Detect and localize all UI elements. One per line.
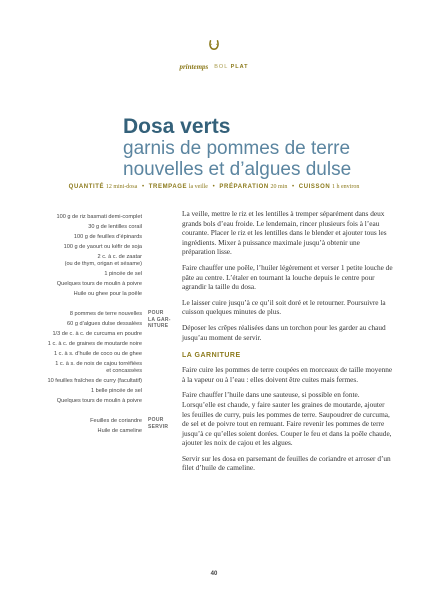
method-column [182, 209, 394, 479]
ingredient-item-line: et concassées [106, 367, 142, 374]
ingredient-item: 1 c. à s. d’huile de coco ou de ghee [53, 351, 142, 357]
group-label-line: SERVIR [148, 423, 169, 430]
horseshoe-logo-icon [207, 38, 221, 52]
ingredient-list [30, 309, 142, 406]
ingredients-column [30, 212, 172, 446]
group-label-line: POUR [148, 310, 164, 316]
ingredient-item: 1 pincée de sel [104, 271, 142, 277]
ingredient-item: 8 pommes de terre nouvelles [69, 311, 142, 317]
season-label: printemps [179, 63, 209, 71]
meta-separator: • [212, 184, 215, 190]
method-paragraph: Faire chauffer l’huile dans une sauteuse, si possible en fonte. Lorsqu’elle est chaude, y faire sauter les graines de moutarde, ajouter les feuilles de curry, puis les pommes de terre. Saupoudrer de curcuma, de sel et de poivre tout en remuant. Faire revenir les pommes de terre jusqu’à ce qu’elles soient dorées. Couper le feu et dans la poêle chaude, ajouter les noix de cajou et les algues. [182, 390, 392, 448]
group-label-line: POUR [148, 417, 164, 423]
recipe-subtitle-line-2: nouvelles et d’algues dulse [123, 159, 352, 180]
meta-value: 1 h environ [332, 184, 360, 190]
method-paragraph: Faire cuire les pommes de terre coupées en morceaux de taille moyenne à la vapeur ou à l’eau : elles doivent être cuites mais fermes. [182, 365, 393, 384]
meta-value: 12 mini-dosa [105, 184, 138, 190]
meta-label: TREMPAGE [148, 184, 188, 190]
ingredient-item: 1 belle pincée de sel [90, 388, 142, 394]
meta-separator: • [141, 184, 145, 190]
ingredient-list [30, 212, 142, 299]
recipe-title: Dosa verts [123, 115, 231, 138]
ingredient-item: 60 g d’algues dulse dessalées [67, 321, 142, 327]
ingredient-item: Feuilles de coriandre [90, 418, 142, 424]
section-heading-garniture: LA GARNITURE [182, 352, 241, 360]
ingredient-item-line: 2 c. à c. de zaatar [97, 253, 142, 260]
recipe-subtitle-line-1: garnis de pommes de terre [123, 138, 351, 159]
meta-separator: • [292, 184, 295, 190]
ingredient-item [30, 252, 142, 269]
method-paragraph: Le laisser cuire jusqu’à ce qu’il soit doré et le retourner. Poursuivre la cuisson quelques minutes de plus. [182, 297, 386, 317]
group-label-line: NITURE [148, 323, 169, 329]
ingredient-list [30, 416, 142, 436]
group-label-garniture [148, 310, 172, 330]
method-paragraph: La veille, mettre le riz et les lentilles à tremper séparément dans deux grands bols d’eau froide. Le lendemain, rincer plusieurs fois à l’eau courante. Placer le riz et les lentilles dans le blender et ajouter tous les ingrédients. Mixer à puissance maximale jusqu’à obtenir une préparation lisse. [182, 209, 387, 257]
ingredient-item: 1/3 de c. à c. de curcuma en poudre [52, 331, 142, 337]
recipe-title-block [123, 116, 423, 180]
group-label-servir [148, 417, 172, 430]
ingredient-item: Huile ou ghee pour la poêle [73, 291, 142, 297]
method-paragraph: Déposer les crêpes réalisées dans un torchon pour les garder au chaud jusqu’au moment de servir. [182, 322, 386, 342]
ingredient-item-line: 1 c. à s. de noix de cajou torréfiées [55, 360, 142, 367]
ingredient-group-servir [30, 416, 172, 436]
ingredient-group-garniture [30, 309, 172, 406]
ingredient-item: 10 feuilles fraîches de curry (facultatif) [47, 378, 142, 384]
section-prefix: BOL [214, 64, 229, 70]
ingredient-item-note: (ou de thym, origan et sésame) [64, 260, 142, 267]
method-paragraph: Servir sur les dosa en parsemant de feuilles de coriandre et arroser d’un filet d’huile de cameline. [182, 453, 391, 473]
group-label-line: LA GAR- [148, 316, 171, 323]
ingredient-item: 100 g de riz basmati demi-complet [56, 214, 142, 220]
section-main: PLAT [230, 64, 249, 70]
ingredient-item: 100 g de feuilles d’épinards [73, 234, 142, 240]
meta-value: 20 min [270, 184, 288, 190]
section-label [214, 64, 248, 70]
method-paragraph: Faire chauffer une poêle, l’huiler légèrement et verser 1 petite louche de pâte au centre. L’étaler en tournant la louche depuis le centre pour agrandir la taille du dosa. [182, 262, 393, 292]
ingredient-item: 100 g de yaourt ou kéfir de soja [63, 244, 142, 250]
ingredient-item [30, 359, 142, 376]
page-header [0, 38, 428, 71]
ingredient-item: Quelques tours de moulin à poivre [56, 398, 142, 404]
ingredient-item: Huile de cameline [97, 428, 142, 434]
meta-label: PRÉPARATION [219, 184, 269, 190]
ingredient-item: 30 g de lentilles corail [88, 224, 142, 230]
meta-label: CUISSON [298, 184, 331, 190]
ingredient-item: Quelques tours de moulin à poivre [56, 281, 142, 287]
meta-value: la veille [188, 184, 208, 190]
ingredient-group-dosa [30, 212, 172, 299]
header-row [0, 63, 428, 71]
meta-label: QUANTITÉ [68, 184, 105, 190]
recipe-meta [0, 184, 428, 190]
page-number: 40 [210, 571, 218, 577]
ingredient-item: 1 c. à c. de graines de moutarde noire [47, 341, 142, 347]
